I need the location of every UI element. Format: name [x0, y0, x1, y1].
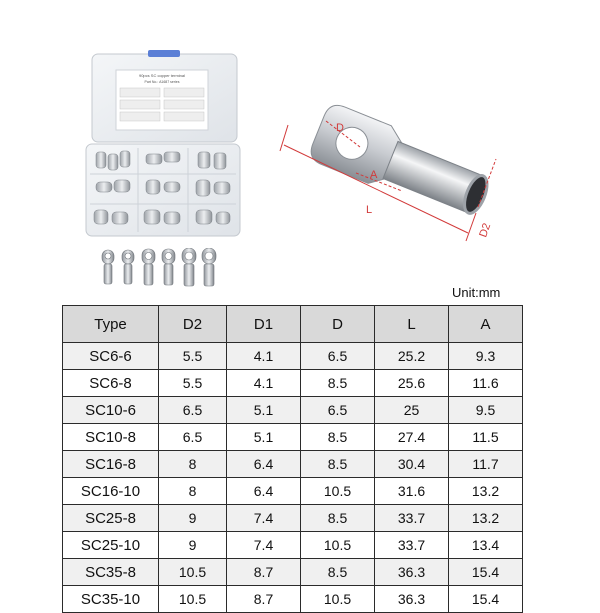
cell-d1: 6.4 — [227, 478, 301, 505]
cell-d: 10.5 — [301, 532, 375, 559]
cell-l: 25.6 — [375, 370, 449, 397]
cell-d: 10.5 — [301, 478, 375, 505]
table-row — [63, 343, 523, 370]
column-header-type: Type — [63, 306, 159, 343]
cell-d: 8.5 — [301, 424, 375, 451]
cell-d2: 9 — [159, 505, 227, 532]
cell-d1: 8.7 — [227, 559, 301, 586]
loose-terminal-lugs-image — [98, 248, 223, 288]
unit-label: Unit:mm — [452, 285, 501, 300]
column-header-d2: D2 — [159, 306, 227, 343]
table-body — [63, 343, 523, 613]
cell-l: 25.2 — [375, 343, 449, 370]
cell-a: 13.4 — [449, 532, 523, 559]
dimension-label-d: D — [336, 122, 344, 134]
cell-d: 10.5 — [301, 586, 375, 613]
dimension-label-l: L — [366, 204, 373, 216]
cell-d: 8.5 — [301, 505, 375, 532]
cell-a: 15.4 — [449, 559, 523, 586]
cell-d1: 5.1 — [227, 424, 301, 451]
cell-type: SC25-8 — [63, 505, 159, 532]
dimension-label-d2: D2 — [477, 221, 494, 240]
cell-d1: 6.4 — [227, 451, 301, 478]
kit-lid-label-title: 90pcs SC copper terminal — [138, 73, 186, 78]
cell-type: SC25-10 — [63, 532, 159, 559]
table-row — [63, 397, 523, 424]
cell-d1: 7.4 — [227, 505, 301, 532]
cell-l: 33.7 — [375, 532, 449, 559]
cell-d: 8.5 — [301, 451, 375, 478]
cell-d: 8.5 — [301, 559, 375, 586]
cell-d: 8.5 — [301, 370, 375, 397]
cell-type: SC16-10 — [63, 478, 159, 505]
cell-a: 11.7 — [449, 451, 523, 478]
cell-d1: 4.1 — [227, 343, 301, 370]
cell-d: 6.5 — [301, 343, 375, 370]
cell-l: 36.3 — [375, 559, 449, 586]
cell-d2: 6.5 — [159, 397, 227, 424]
kit-lid-label-part: Part No.: A1687 series — [144, 80, 180, 84]
cell-type: SC10-8 — [63, 424, 159, 451]
cell-type: SC16-8 — [63, 451, 159, 478]
specification-table — [62, 305, 523, 613]
cell-d: 6.5 — [301, 397, 375, 424]
table-row — [63, 424, 523, 451]
cell-l: 30.4 — [375, 451, 449, 478]
column-header-a: A — [449, 306, 523, 343]
table-row — [63, 532, 523, 559]
cell-l: 27.4 — [375, 424, 449, 451]
cell-d2: 10.5 — [159, 586, 227, 613]
column-header-d: D — [301, 306, 375, 343]
terminal-kit-box-image — [80, 48, 245, 243]
cell-a: 9.5 — [449, 397, 523, 424]
cell-type: SC6-6 — [63, 343, 159, 370]
cell-l: 36.3 — [375, 586, 449, 613]
cell-a: 15.4 — [449, 586, 523, 613]
cell-d2: 8 — [159, 451, 227, 478]
cell-d2: 5.5 — [159, 370, 227, 397]
cell-d2: 6.5 — [159, 424, 227, 451]
cell-a: 11.5 — [449, 424, 523, 451]
table-row — [63, 559, 523, 586]
table-row — [63, 586, 523, 613]
table-row — [63, 505, 523, 532]
column-header-l: L — [375, 306, 449, 343]
cell-d2: 5.5 — [159, 343, 227, 370]
cell-d1: 7.4 — [227, 532, 301, 559]
cell-a: 11.6 — [449, 370, 523, 397]
cell-type: SC35-10 — [63, 586, 159, 613]
cell-l: 25 — [375, 397, 449, 424]
cell-a: 9.3 — [449, 343, 523, 370]
cell-type: SC35-8 — [63, 559, 159, 586]
cell-d2: 10.5 — [159, 559, 227, 586]
table-row — [63, 478, 523, 505]
table-row — [63, 451, 523, 478]
dimension-label-a: A — [370, 169, 378, 181]
cell-d2: 9 — [159, 532, 227, 559]
table-header-row — [63, 306, 523, 343]
cell-l: 33.7 — [375, 505, 449, 532]
terminal-dimension-diagram — [278, 85, 513, 260]
table-row — [63, 370, 523, 397]
cell-type: SC10-6 — [63, 397, 159, 424]
cell-type: SC6-8 — [63, 370, 159, 397]
cell-d2: 8 — [159, 478, 227, 505]
cell-d1: 5.1 — [227, 397, 301, 424]
column-header-d1: D1 — [227, 306, 301, 343]
cell-l: 31.6 — [375, 478, 449, 505]
cell-a: 13.2 — [449, 478, 523, 505]
cell-d1: 4.1 — [227, 370, 301, 397]
cell-a: 13.2 — [449, 505, 523, 532]
cell-d1: 8.7 — [227, 586, 301, 613]
